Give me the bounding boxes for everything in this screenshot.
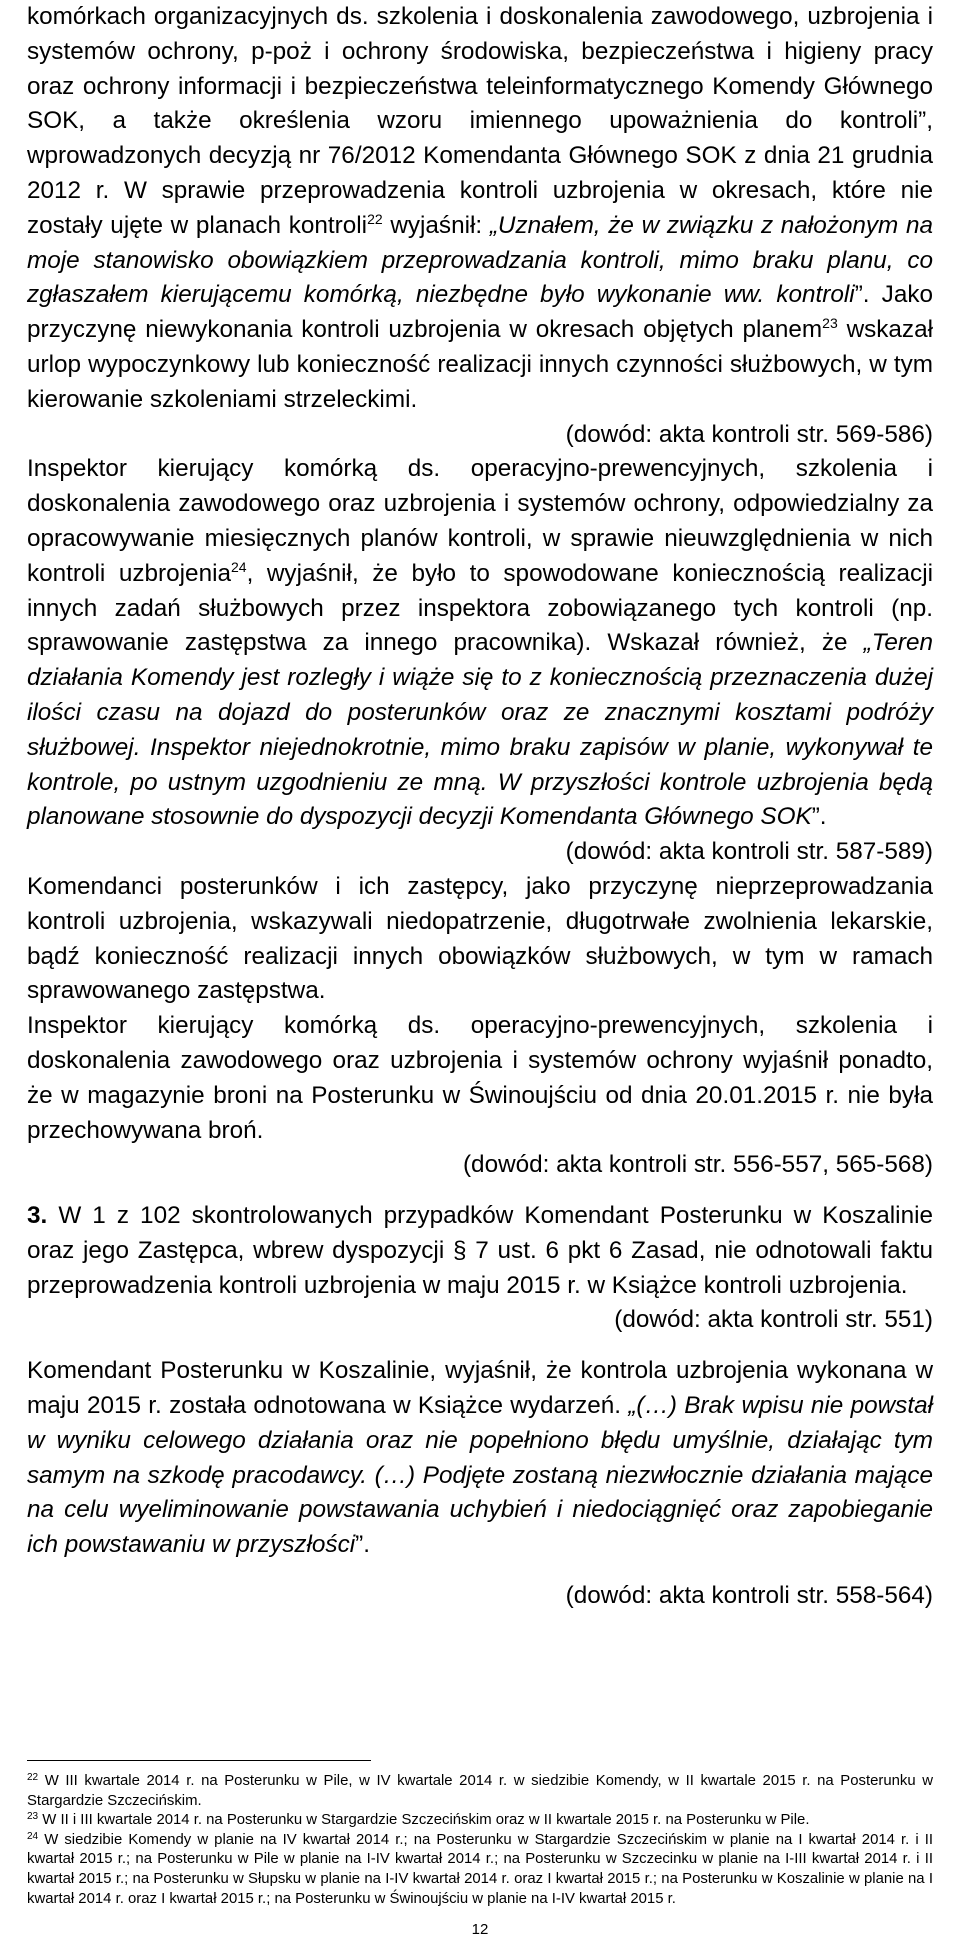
footnote-number: 24 [27,1830,39,1842]
paragraph-5: 3. W 1 z 102 skontrolowanych przypadków Komendant Posterunku w Koszalinie oraz jego Zastępca, wbrew dyspozycji § 7 ust. 6 pkt 6 Zasad, nie odnotowali faktu przeprowadzenia kontroli uzbrojenia w maju 2015 r. w Książce kontroli uzbrojenia. [27,1202,933,1299]
quote: „Uznałem, że w związku z nałożonym na moje stanowisko obowiązkiem przeprowadzania kontroli, mimo braku planu, co zgłaszałem kierującemu komórką, niezbędne było wykonanie ww. kontroli [27,211,933,309]
page-number: 12 [471,1921,489,1938]
paragraph-6: Komendant Posterunku w Koszalinie, wyjaśnił, że kontrola uzbrojenia wykonana w maju 2015 r. została odnotowana w Książce wydarzeń. „(…) Brak wpisu nie powstał w wyniku celowego działania oraz nie popełniono błędu umyślnie, działając tym samym na szkodę pracodawcy. (…) Podjęte zostaną niezwłocznie działania mające na celu wyeliminowanie powstawania uchybień i niedociągnięć oraz zapobieganie ich powstawaniu w przyszłości”. [27,1357,933,1559]
footnote-ref-22[interactable]: 22 [367,210,383,227]
footnotes [27,1772,933,1909]
footnote-24: $^{24}$ W siedzibie Komendy w planie na IV kwartał 2014 r.; na Posterunku w Stargardzie Szczecińskim w planie na I kwartał 2014 r. i II kwartał 2015 r.; na Posterunku w Pile w planie na I-IV kwartał 2014 r.; na Posterunku w Szczecinku w planie na I-III kwartał 2014 r. i II kwartał 2015 r.; na Posterunku w Słupsku w planie na I-IV kwartał 2014 r. oraz I kwartał 2015 r.; na Posterunku w Koszalinie w planie na I kwartał 2014 r. oraz I kwartał 2015 r.; na Posterunku w Świnoujściu w planie na I-IV kwartał 2015 r. [27,1830,933,1907]
footnote-ref-24[interactable]: 24 [231,558,247,575]
evidence-reference: (dowód: akta kontroli str. 587-589) [565,838,933,866]
evidence-reference: (dowód: akta kontroli str. 551) [614,1306,933,1334]
footnote-23: $^{23}$ W II i III kwartale 2014 r. na Posterunku w Stargardzie Szczecińskim oraz w II kwartale 2015 r. na Posterunku w Pile. [27,1811,810,1829]
evidence-reference: (dowód: akta kontroli str. 569-586) [565,420,933,448]
footnote-ref-23[interactable]: 23 [822,315,838,332]
evidence-reference: (dowód: akta kontroli str. 556-557, 565-568) [462,1151,933,1179]
quote: „(…) Brak wpisu nie powstał w wyniku celowego działania oraz nie popełniono błędu umyślnie, działając tym samym na szkodę pracodawcy. (…) Podjęte zostaną niezwłocznie działania mające na celu wyeliminowanie powstawania uchybień i niedociągnięć oraz zapobieganie ich powstawaniu w przyszłości [27,1392,933,1559]
quote: „Teren działania Komendy jest rozległy i wiąże się to z koniecznością przeznaczenia dużej ilości czasu na dojazd do posterunków oraz ze znacznymi kosztami podróży służbowej. Inspektor niejednokrotnie, mimo braku zapisów w planie, wykonywał te kontrole, po ustnym uzgodnieniu ze mną. W przyszłości kontrole uzbrojenia będą planowane stosownie do dyspozycji decyzji Komendanta Głównego SOK [27,629,933,831]
footnote-22: $^{22}$ W III kwartale 2014 r. na Posterunku w Pile, w IV kwartale 2014 r. w siedzibie Komendy, w II kwartale 2015 r. na Posterunku w Stargardzie Szczecińskim. [27,1772,933,1809]
footnote-number: 23 [27,1811,39,1823]
paragraph-2: Inspektor kierujący komórką ds. operacyjno-prewencyjnych, szkolenia i doskonalenia zawodowego oraz uzbrojenia i systemów ochrony, odpowiedzialny za opracowywanie miesięcznych planów kontroli, w sprawie nieuwzględnienia w nich kontroli uzbrojenia$^{24}$, wyjaśnił, że było to spowodowane koniecznością realizacji innych zadań służbowych przez inspektora zobowiązanego tych kontroli (np. sprawowanie zastępstwa za innego pracownika). Wskazał również, że „Teren działania Komendy jest rozległy i wiąże się to z koniecznością przeznaczenia dużej ilości czasu na dojazd do posterunków oraz ze znacznymi kosztami podróży służbowej. Inspektor niejednokrotnie, mimo braku zapisów w planie, wykonywał te kontrole, po ustnym uzgodnieniu ze mną. W przyszłości kontrole uzbrojenia będą planowane stosownie do dyspozycji decyzji Komendanta Głównego SOK”. [27,455,934,831]
evidence-reference: (dowód: akta kontroli str. 558-564) [565,1582,933,1610]
footnote-number: 22 [27,1772,39,1783]
footnote-separator [27,1760,371,1761]
paragraph-3: Komendanci posterunków i ich zastępcy, jako przyczynę nieprzeprowadzania kontroli uzbrojenia, wskazywali niedopatrzenie, długotrwałe zwolnienia lekarskie, bądź konieczność realizacji innych obowiązków służbowych, w tym w ramach sprawowanego zastępstwa. [27,872,933,1005]
paragraph-1: komórkach organizacyjnych ds. szkolenia i doskonalenia zawodowego, uzbrojenia i systemów ochrony, p-poż i ochrony środowiska, bezpieczeństwa i higieny pracy oraz ochrony informacji i bezpieczeństwa teleinformatycznego Komendy Głównego SOK, a także określenia wzoru imiennego upoważnienia do kontroli”, wprowadzonych decyzją nr 76/2012 Komendanta Głównego SOK z dnia 21 grudnia 2012 r. W sprawie przeprowadzenia kontroli uzbrojenia w okresach, które nie zostały ujęte w planach kontroli$^{22}$ wyjaśnił: „Uznałem, że w związku z nałożonym na moje stanowisko obowiązkiem przeprowadzania kontroli, mimo braku planu, co zgłaszałem kierującemu komórką, niezbędne było wykonanie ww. kontroli”. Jako przyczynę niewykonania kontroli uzbrojenia w okresach objętych planem$^{23}$ wskazał urlop wypoczynkowy lub konieczność realizacji innych czynności służbowych, w tym kierowanie szkoleniami strzeleckimi. [27,3,933,413]
paragraph-4: Inspektor kierujący komórką ds. operacyjno-prewencyjnych, szkolenia i doskonalenia zawodowego oraz uzbrojenia i systemów ochrony wyjaśnił ponadto, że w magazynie broni na Posterunku w Świnoujściu od dnia 20.01.2015 r. nie była przechowywana broń. [27,1012,933,1144]
body-text [27,0,933,1614]
item-number: 3. [27,1202,48,1230]
